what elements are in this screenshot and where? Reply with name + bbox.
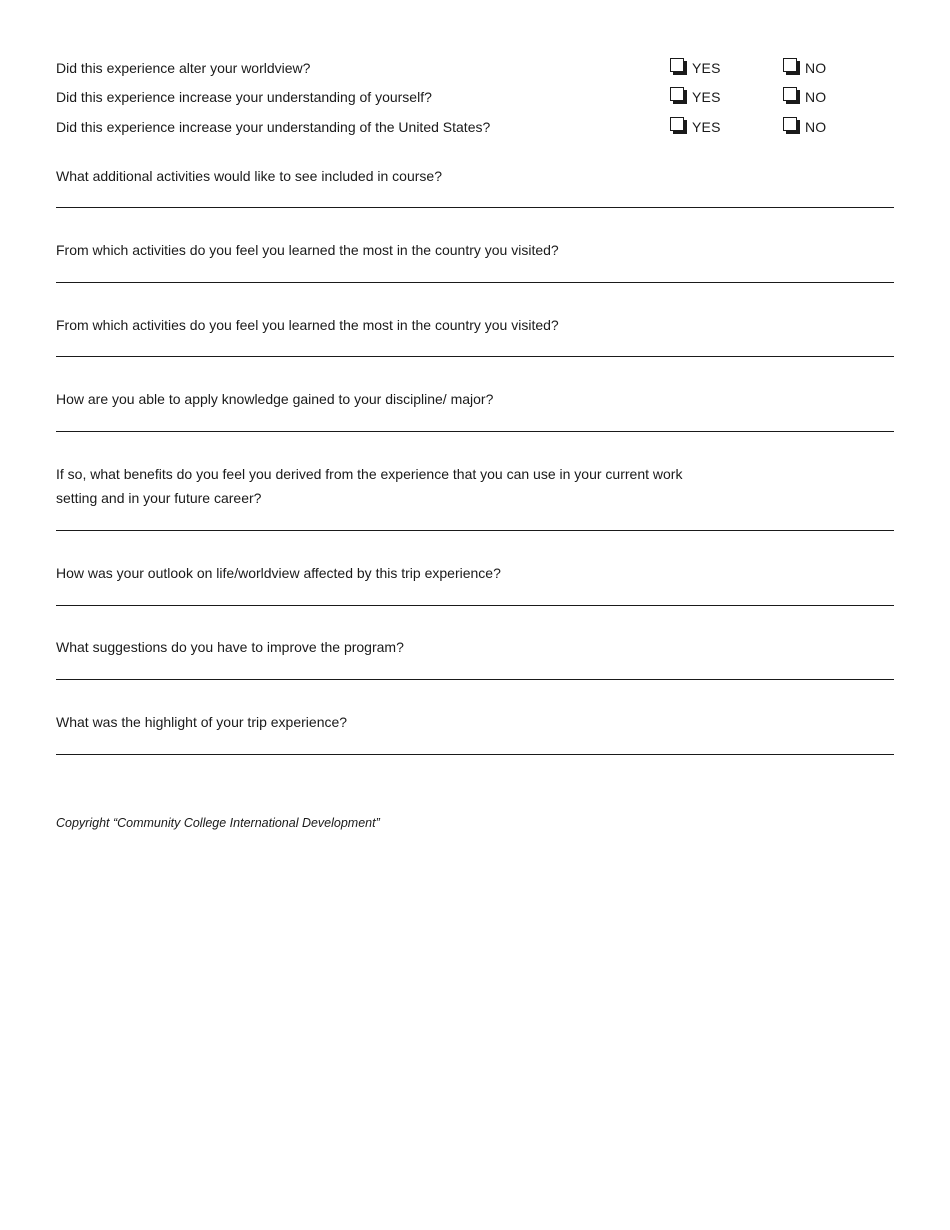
answer-line[interactable] [56, 207, 894, 208]
checkbox-yes[interactable] [670, 117, 684, 131]
yes-option[interactable] [670, 57, 721, 79]
answer-line[interactable] [56, 605, 894, 606]
question-text: Did this experience increase your understanding of yourself? [56, 89, 432, 105]
yes-option[interactable] [670, 86, 721, 108]
checkbox-no[interactable] [783, 58, 797, 72]
checkbox-yes[interactable] [670, 87, 684, 101]
open-question [56, 635, 894, 659]
no-option[interactable] [783, 57, 826, 79]
open-question [56, 561, 894, 585]
no-label: NO [805, 60, 827, 76]
answer-line[interactable] [56, 431, 894, 432]
yes-option[interactable] [670, 116, 721, 138]
checkbox-yes[interactable] [670, 58, 684, 72]
question-text-line-2: setting and in your future career? [56, 490, 262, 506]
no-label: NO [805, 119, 827, 135]
question-text: From which activities do you feel you learned the most in the country you visited? [56, 242, 559, 258]
question-text: What additional activities would like to see included in course? [56, 168, 442, 184]
open-question [56, 710, 894, 734]
question-text: How was your outlook on life/worldview affected by this trip experience? [56, 565, 501, 581]
yes-no-question-row [56, 116, 896, 140]
question-text: How are you able to apply knowledge gained to your discipline/ major? [56, 391, 494, 407]
open-question [56, 462, 894, 510]
answer-line[interactable] [56, 754, 894, 755]
open-question [56, 238, 894, 262]
question-text: What was the highlight of your trip experience? [56, 714, 348, 730]
checkbox-no[interactable] [783, 87, 797, 101]
yes-label: YES [692, 119, 721, 135]
answer-line[interactable] [56, 282, 894, 283]
open-question [56, 313, 894, 337]
answer-line[interactable] [56, 530, 894, 531]
open-question [56, 387, 894, 411]
question-text: From which activities do you feel you learned the most in the country you visited? [56, 317, 559, 333]
copyright-notice: Copyright “Community College International Development” [56, 816, 380, 830]
question-text: Did this experience increase your understanding of the United States? [56, 119, 491, 135]
answer-line[interactable] [56, 356, 894, 357]
question-text: What suggestions do you have to improve the program? [56, 639, 404, 655]
no-label: NO [805, 89, 827, 105]
answer-line[interactable] [56, 679, 894, 680]
yes-no-question-row [56, 86, 896, 110]
yes-no-question-row [56, 57, 896, 81]
question-text: Did this experience alter your worldview? [56, 60, 311, 76]
yes-label: YES [692, 60, 721, 76]
question-text-line-1: If so, what benefits do you feel you derived from the experience that you can use in your current work [56, 466, 683, 482]
no-option[interactable] [783, 86, 826, 108]
checkbox-no[interactable] [783, 117, 797, 131]
open-question [56, 164, 894, 188]
no-option[interactable] [783, 116, 826, 138]
yes-label: YES [692, 89, 721, 105]
